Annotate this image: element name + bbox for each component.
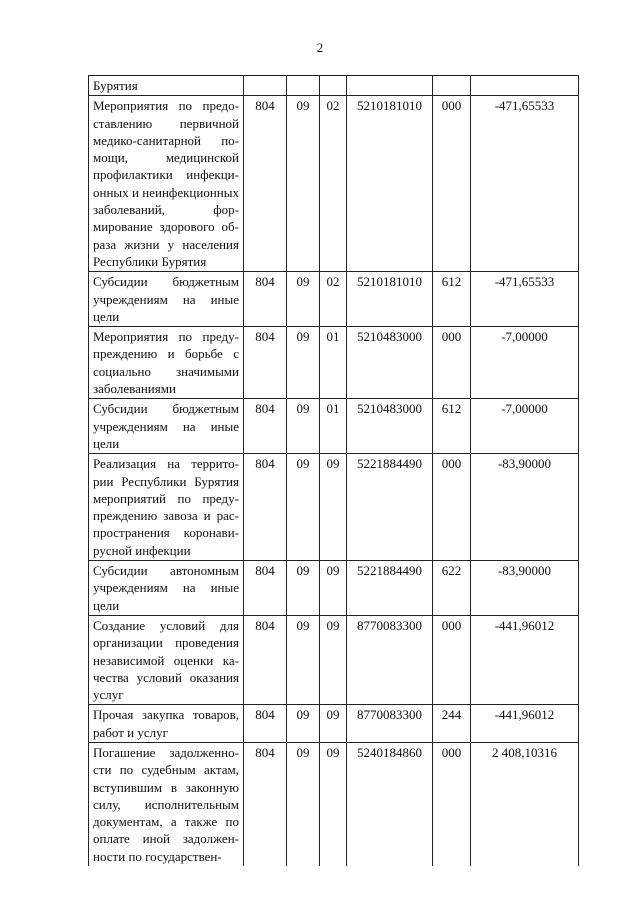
target-article-cell: 8770083300 (347, 615, 433, 704)
amount-cell: -7,00000 (471, 399, 579, 454)
section-code-cell: 09 (287, 561, 320, 616)
target-article-cell: 5221884490 (347, 561, 433, 616)
item-name-cell: Субсидии автономным учреждениям на иные цели (89, 561, 244, 616)
section-code-cell: 09 (287, 705, 320, 743)
amount-cell: -441,96012 (471, 615, 579, 704)
expense-type-cell: 244 (433, 705, 471, 743)
subsection-code-cell: 09 (320, 705, 347, 743)
target-article-cell: 5240184860 (347, 742, 433, 866)
amount-cell: -7,00000 (471, 327, 579, 399)
subsection-code-cell: 02 (320, 96, 347, 272)
expense-type-cell: 000 (433, 96, 471, 272)
admin-code-cell: 804 (244, 454, 287, 561)
item-name-cell: Субсидии бюджетным учреждениям на иные цели (89, 272, 244, 327)
target-article-cell: 5210181010 (347, 272, 433, 327)
section-code-cell: 09 (287, 96, 320, 272)
target-article-cell: 5210483000 (347, 327, 433, 399)
admin-code-cell: 804 (244, 327, 287, 399)
subsection-code-cell: 09 (320, 742, 347, 866)
item-name-cell: Бурятия (89, 76, 244, 96)
item-name-cell: Мероприятия по предоставлению первичной медико-санитарной помощи, медицинской профилактики инфекционных и неинфекционных заболеваний, формирование здорового образа жизни у населения Республики Бурятия (89, 96, 244, 272)
subsection-code-cell: 09 (320, 454, 347, 561)
admin-code-cell: 804 (244, 705, 287, 743)
table-row (89, 96, 579, 272)
table-row (89, 705, 579, 743)
target-article-cell: 8770083300 (347, 705, 433, 743)
item-name-cell: Мероприятия по предупреждению и борьбе с социально значимыми заболеваниями (89, 327, 244, 399)
table-row (89, 615, 579, 704)
admin-code-cell: 804 (244, 96, 287, 272)
amount-cell: -83,90000 (471, 561, 579, 616)
section-code-cell: 09 (287, 272, 320, 327)
admin-code-cell (244, 76, 287, 96)
section-code-cell (287, 76, 320, 96)
table-row (89, 272, 579, 327)
subsection-code-cell: 01 (320, 327, 347, 399)
admin-code-cell: 804 (244, 399, 287, 454)
page-number: 2 (316, 40, 324, 55)
budget-table (88, 75, 579, 866)
section-code-cell: 09 (287, 742, 320, 866)
expense-type-cell (433, 76, 471, 96)
admin-code-cell: 804 (244, 742, 287, 866)
table-row (89, 561, 579, 616)
item-name-cell: Создание условий для организации проведения независимой оценки качества условий оказания услуг (89, 615, 244, 704)
admin-code-cell: 804 (244, 615, 287, 704)
subsection-code-cell: 09 (320, 561, 347, 616)
section-code-cell: 09 (287, 454, 320, 561)
budget-table-body (89, 76, 579, 867)
subsection-code-cell: 09 (320, 615, 347, 704)
item-name-cell: Субсидии бюджетным учреждениям на иные цели (89, 399, 244, 454)
table-row (89, 742, 579, 866)
subsection-code-cell: 02 (320, 272, 347, 327)
target-article-cell: 5210483000 (347, 399, 433, 454)
amount-cell: -83,90000 (471, 454, 579, 561)
item-name-cell: Прочая закупка товаров, работ и услуг (89, 705, 244, 743)
expense-type-cell: 000 (433, 454, 471, 561)
subsection-code-cell (320, 76, 347, 96)
target-article-cell: 5221884490 (347, 454, 433, 561)
section-code-cell: 09 (287, 399, 320, 454)
admin-code-cell: 804 (244, 272, 287, 327)
item-name-cell: Погашение задолженности по судебным актам, вступившим в законную силу, исполнительным документам, а также по оплате иной задолженности по государствен- (89, 742, 244, 866)
table-row (89, 454, 579, 561)
expense-type-cell: 612 (433, 399, 471, 454)
amount-cell (471, 76, 579, 96)
target-article-cell: 5210181010 (347, 96, 433, 272)
admin-code-cell: 804 (244, 561, 287, 616)
expense-type-cell: 612 (433, 272, 471, 327)
amount-cell: -441,96012 (471, 705, 579, 743)
table-row (89, 399, 579, 454)
table-row (89, 327, 579, 399)
item-name-cell: Реализация на территории Республики Бурятия мероприятий по предупреждению завоза и распространения коронавирусной инфекции (89, 454, 244, 561)
target-article-cell (347, 76, 433, 96)
section-code-cell: 09 (287, 327, 320, 399)
table-row (89, 76, 579, 96)
expense-type-cell: 622 (433, 561, 471, 616)
amount-cell: -471,65533 (471, 96, 579, 272)
amount-cell: 2 408,10316 (471, 742, 579, 866)
subsection-code-cell: 01 (320, 399, 347, 454)
expense-type-cell: 000 (433, 742, 471, 866)
expense-type-cell: 000 (433, 615, 471, 704)
expense-type-cell: 000 (433, 327, 471, 399)
amount-cell: -471,65533 (471, 272, 579, 327)
section-code-cell: 09 (287, 615, 320, 704)
